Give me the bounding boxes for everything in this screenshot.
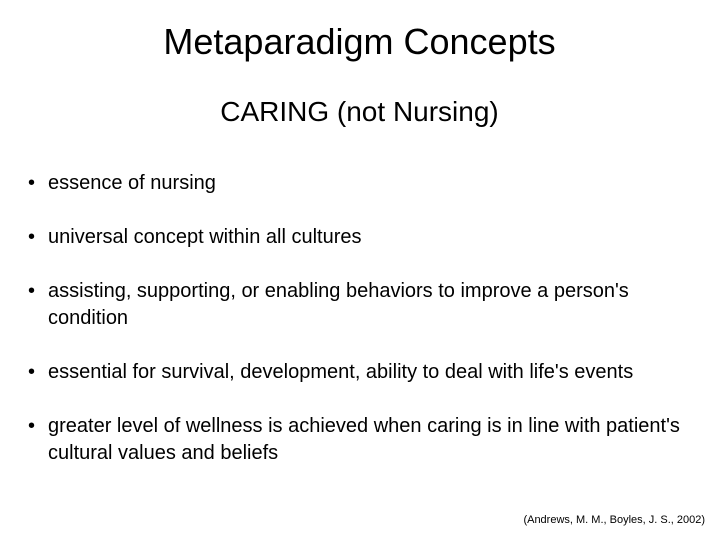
bullet-dot-icon: • xyxy=(28,226,36,248)
citation: (Andrews, M. M., Boyles, J. S., 2002) xyxy=(523,514,705,526)
bullet-dot-icon: • xyxy=(28,361,36,383)
bullet-text: essence of nursing xyxy=(48,172,216,194)
bullet-item xyxy=(28,359,688,386)
bullet-item xyxy=(28,224,688,251)
slide-subtitle: CARING (not Nursing) xyxy=(220,96,499,127)
bullet-text: essential for survival, development, ability to deal with life's events xyxy=(48,361,634,383)
bullet-list xyxy=(28,170,688,494)
bullet-text: universal concept within all cultures xyxy=(48,226,362,248)
bullet-item xyxy=(28,413,688,467)
bullet-dot-icon: • xyxy=(28,415,36,437)
bullet-item xyxy=(28,170,688,197)
bullet-dot-icon: • xyxy=(28,280,36,302)
bullet-dot-icon: • xyxy=(28,172,36,194)
bullet-text: assisting, supporting, or enabling behaviors to improve a person's condition xyxy=(48,280,629,329)
bullet-item xyxy=(28,278,688,332)
bullet-text: greater level of wellness is achieved when caring is in line with patient's cultural values and beliefs xyxy=(48,415,680,464)
slide-title: Metaparadigm Concepts xyxy=(163,21,556,62)
